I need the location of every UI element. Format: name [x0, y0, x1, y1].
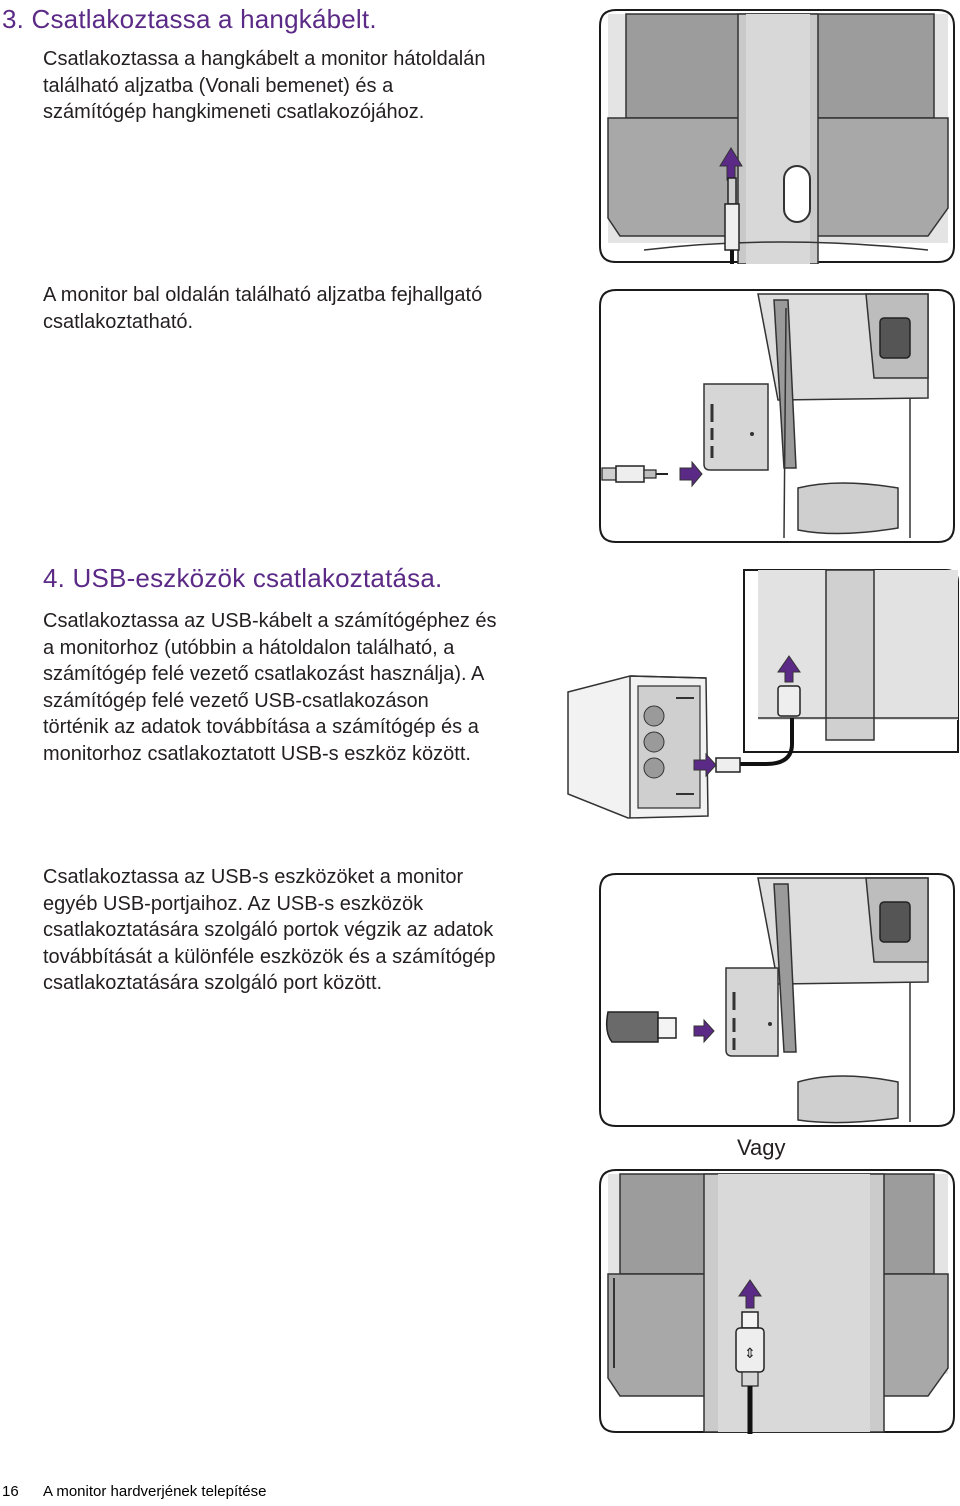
page-number: 16	[2, 1483, 19, 1500]
text-line: csatlakoztatható.	[43, 310, 194, 333]
section-4-paragraph-2	[43, 864, 496, 997]
text-line: számítógép felé vezető USB-csatlakozáson	[43, 689, 429, 712]
text-line: Csatlakoztassa az USB-kábelt a számítógéphez és	[43, 610, 497, 632]
text-line: továbbítását a különféle eszközök és a számítógép	[43, 945, 496, 968]
svg-text:⇕: ⇕	[744, 1346, 756, 1362]
usb-side-illustration	[598, 872, 958, 1128]
text-line: csatlakoztatására szolgáló portok végzik az adatok	[43, 919, 494, 941]
audio-cable-back-illustration	[598, 8, 958, 264]
text-line: monitorhoz csatlakoztatott USB-s eszköz között.	[43, 742, 471, 765]
usb-back-illustration	[598, 1168, 958, 1434]
headphone-side-illustration	[598, 288, 958, 544]
or-label: Vagy	[737, 1135, 786, 1160]
text-line: található aljzatba (Vonali bemenet) és a	[43, 74, 394, 97]
text-line: számítógép hangkimeneti csatlakozójához.	[43, 101, 425, 123]
text-line: A monitor bal oldalán található aljzatba fejhallgató	[43, 284, 483, 306]
section-4-paragraph-1	[43, 608, 497, 767]
chapter-title: A monitor hardverjének telepítése	[43, 1483, 267, 1500]
text-line: egyéb USB-portjaihoz. Az USB-s eszközök	[43, 892, 424, 915]
text-line: Csatlakoztassa a hangkábelt a monitor hátoldalán	[43, 48, 486, 70]
text-line: számítógép felé vezető csatlakozást használja). A	[43, 663, 485, 685]
text-line: történik az adatok továbbítása a számítógép és a	[43, 716, 479, 738]
text-line: a monitorhoz (utóbbin a hátoldalon található, a	[43, 636, 455, 659]
text-line: Csatlakoztassa az USB-s eszközöket a monitor	[43, 866, 464, 888]
section-4-heading: 4. USB-eszközök csatlakoztatása.	[43, 563, 443, 593]
section-3-heading: 3. Csatlakoztassa a hangkábelt.	[2, 4, 377, 34]
text-line: csatlakoztatására szolgáló port között.	[43, 972, 383, 994]
section-3-paragraph-1	[43, 46, 486, 126]
section-3-paragraph-2	[43, 282, 482, 335]
usb-upstream-illustration	[566, 568, 960, 824]
